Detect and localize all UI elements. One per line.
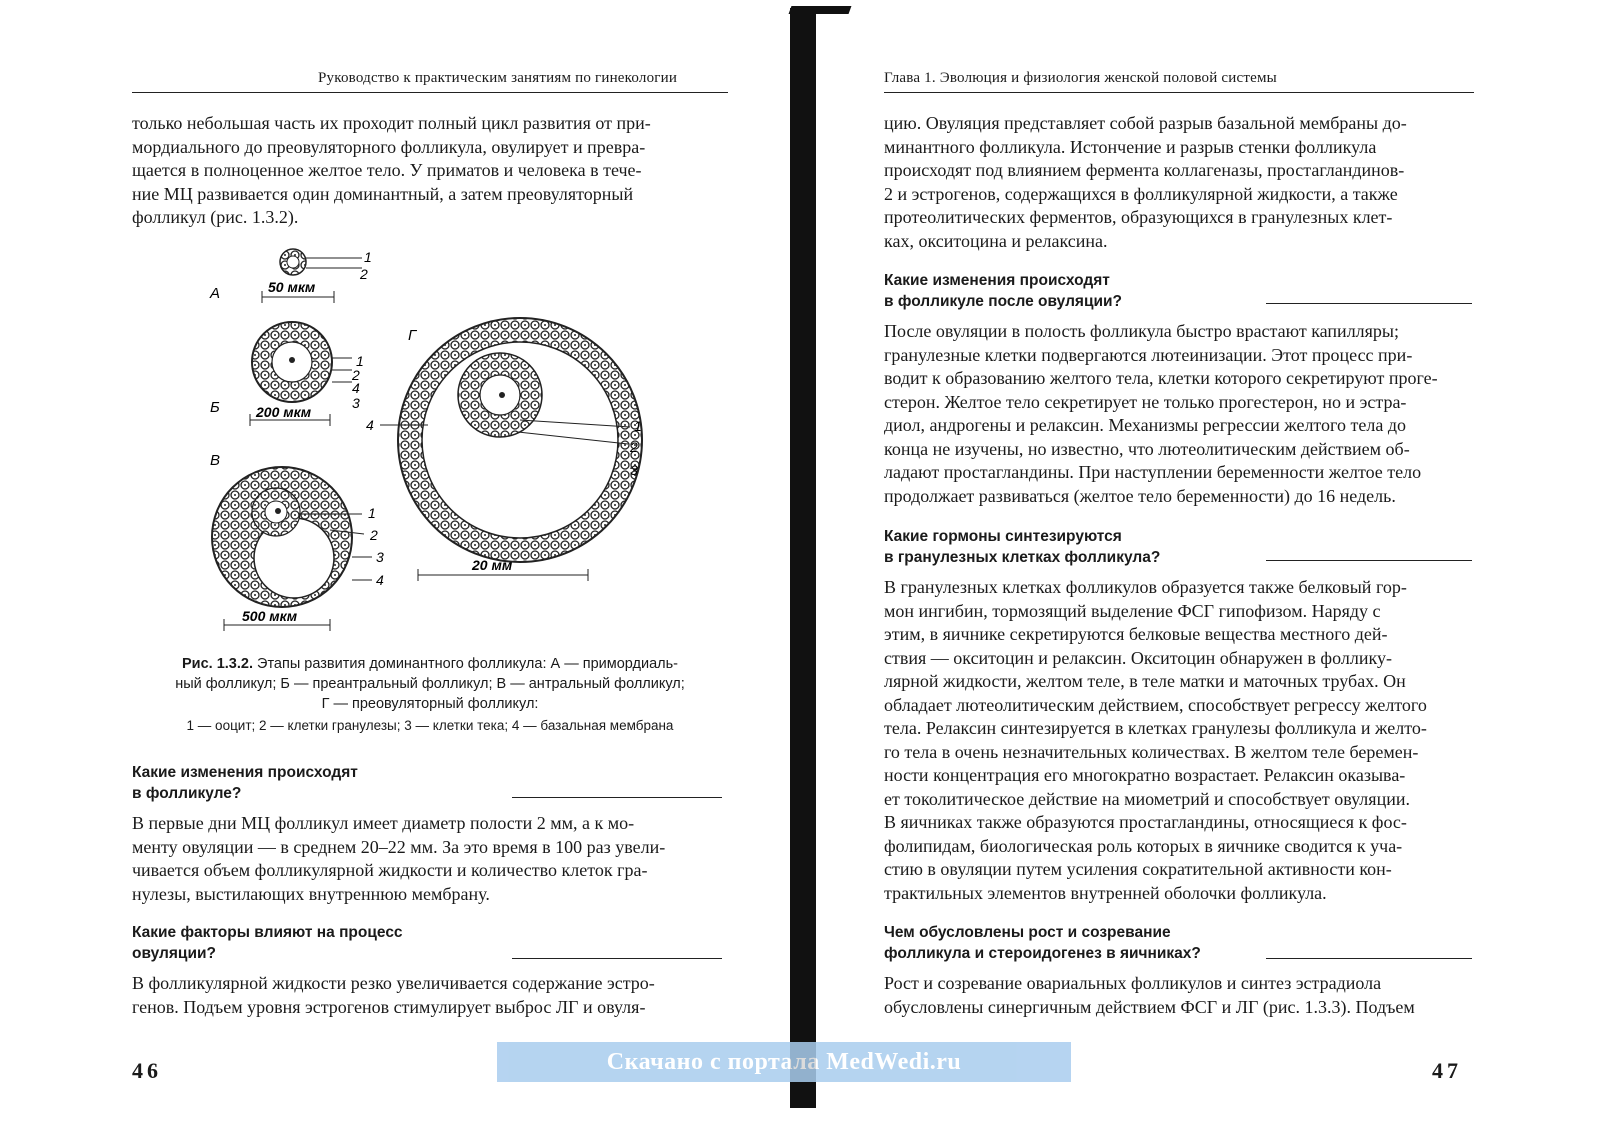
label-num-1: 1 [356,353,364,369]
q2-paragraph [132,972,728,1019]
figure-label-b: Б [210,399,220,416]
text-line: мордиального до преовуляторного фолликула, овулирует и превра- [132,136,646,157]
label-num-4: 4 [352,380,360,396]
text-line: стию в овуляции путем усиления сократительной активности кон- [884,859,1392,879]
text-line: протеолитических ферментов, образующихся в гранулезных клет- [884,207,1393,227]
text-line: нулезы, выстилающих внутреннюю мембрану. [132,883,490,904]
text-line: цию. Овуляция представляет собой разрыв базальной мембраны до- [884,113,1407,133]
text-line: ности концентрация его многократно возрастает. Релаксин оказыва- [884,765,1406,785]
text-line: Рост и созревание овариальных фолликулов и синтез эстрадиола [884,973,1382,993]
text-line: В яичниках также образуются простагландины, относящиеся к фос- [884,812,1407,832]
text-line: обусловлены синергичным действием ФСГ и ЛГ (рис. 1.3.3). Подъем [884,996,1415,1017]
text-line: диол, андрогены и релаксин. Механизмы регрессии желтого тела до [884,415,1406,435]
head-rule-left [132,92,728,93]
text-line: гранулезные клетки подвергаются лютеинизации. Этот процесс при- [884,344,1413,365]
text-line: генов. Подъем уровня эстрогенов стимулирует выброс ЛГ и овуля- [132,996,646,1017]
question-rule [512,958,722,959]
text-line: чивается объем фолликулярной жидкости и количество клеток гра- [132,860,648,880]
label-num-1: 1 [368,505,376,521]
question-heading-5: Чем обусловлены рост и созревание фолликула и стероидогенез в яичниках? [884,924,1201,962]
text-line: фолликул (рис. 1.3.2). [132,207,299,227]
left-page [0,0,790,1131]
label-num-2: 2 [370,527,378,543]
question-rule [512,797,722,798]
text-line: ствия — окситоцин и релаксин. Окситоцин обнаружен в фоллику- [884,647,1392,668]
watermark-text: Скачано с портала MedWedi.ru [606,1048,962,1075]
label-num-4: 4 [376,572,384,588]
follicle-figure [190,240,670,640]
question-heading-2: Какие факторы влияют на процесс овуляции? [132,924,403,962]
text-line: происходят под влиянием фермента коллагеназы, простагландинов- [884,160,1405,180]
antral-follicle [210,452,384,631]
text-line: тела. Релаксин синтезируется в клетках гранулезы фолликула и желто- [884,718,1427,738]
text-line: ет токолитическое действие на миометрий и способствует овуляции. [884,788,1410,809]
text-line: го тела в очень незначительных количествах. В желтом теле беремен- [884,741,1419,762]
text-line: щается в полноценное желтое тело. У приматов и человека в тече- [132,160,642,180]
figure-label-a: А [210,285,221,302]
label-num-4: 4 [366,417,374,433]
figure-label-v: В [210,452,221,469]
right-intro-paragraph [884,112,1474,253]
preantral-follicle [210,322,364,426]
text-line: конца не изучены, но известно, что лютеолитическим действием об- [884,438,1410,459]
scale-v: 500 мкм [242,608,298,624]
figure-legend: 1 — ооцит; 2 — клетки гранулезы; 3 — клетки тека; 4 — базальная мембрана [186,718,674,733]
scale-b: 200 мкм [256,404,312,420]
watermark-banner [497,1042,1071,1082]
text-line: лярной жидкости, желтом теле, в теле матки и маточных трубах. Он [884,671,1406,691]
text-line: минантного фолликула. Истончение и разрыв стенки фолликула [884,136,1377,157]
page-number-right: 47 [1432,1058,1462,1083]
head-rule-right [884,92,1474,93]
label-num-2: 2 [630,439,638,455]
text-line: обладает лютеолитическим действием, способствует регрессу желтого [884,694,1427,715]
text-line: этим, в яичнике секретируются белковые вещества местного дей- [884,624,1388,644]
text-line: фолипидам, биологическая роль которых в яичнике сводится к уча- [884,835,1403,856]
text-line: После овуляции в полость фолликула быстро врастают капилляры; [884,321,1400,341]
label-num-3: 3 [352,395,360,411]
page-number-left: 46 [132,1058,162,1083]
question-heading-3: Какие изменения происходят в фолликуле после овуляции? [884,272,1123,310]
label-num-2: 2 [352,367,360,383]
text-line: В первые дни МЦ фолликул имеет диаметр полости 2 мм, а к мо- [132,813,635,833]
text-line: ладают простагландины. При наступлении беременности желтое тело [884,462,1422,482]
label-num-1: 1 [364,249,372,265]
label-num-1: 1 [634,418,642,434]
running-head-left: Руководство к практическим занятиям по гинекологии [318,70,678,86]
running-head-right: Глава 1. Эволюция и физиология женской половой системы [884,70,1277,86]
text-line: продолжает развиваться (желтое тело беременности) до 16 недель. [884,485,1396,506]
text-line: только небольшая часть их проходит полный цикл развития от при- [132,113,651,133]
q5-paragraph [884,972,1474,1019]
caption-line-1: Этапы развития доминантного фолликула: А — примордиаль- [257,656,678,672]
text-line: трактильных элементов внутренней оболочки фолликула. [884,882,1327,903]
right-page [820,0,1600,1131]
text-line: ние МЦ развивается один доминантный, а затем преовуляторный [132,183,634,204]
label-num-2: 2 [360,266,368,282]
text-line: мон ингибин, тормозящий выделение ФСГ гипофизом. Наряду с [884,600,1381,621]
text-line: ках, окситоцина и релаксина. [884,230,1108,251]
text-line: менту овуляции — в среднем 20–22 мм. За это время в 100 раз увели- [132,836,666,857]
question-rule [1266,958,1472,959]
primordial-follicle [209,249,372,303]
scale-g: 20 мм [472,557,513,573]
text-line: стерон. Желтое тело секретирует не только прогестерон, но и эстра- [884,391,1407,412]
question-rule [1266,303,1472,304]
question-heading-4: Какие гормоны синтезируются в гранулезных клетках фолликула? [884,528,1161,566]
question-rule [1266,560,1472,561]
book-spine-shadow [790,8,816,1108]
q4-paragraph [884,576,1474,905]
scale-a: 50 мкм [268,279,316,295]
left-intro-paragraph [132,112,728,230]
figure-caption [128,654,732,714]
caption-line-2: ный фолликул; Б — преантральный фолликул; В — антральный фолликул; [175,676,685,692]
text-line: водит к образованию желтого тела, клетки которого секретируют проге- [884,368,1438,388]
preovulatory-follicle [366,318,642,581]
label-num-3: 3 [376,549,384,565]
label-num-3: 3 [630,462,638,478]
q1-paragraph [132,812,728,906]
caption-lead: Рис. 1.3.2. [182,656,253,672]
text-line: В гранулезных клетках фолликулов образуется также белковый гор- [884,577,1407,597]
text-line: 2 и эстрогенов, содержащихся в фолликулярной жидкости, а также [884,183,1398,204]
text-line: В фолликулярной жидкости резко увеличивается содержание эстро- [132,973,655,993]
figure-label-g: Г [408,327,417,344]
caption-line-3: Г — преовуляторный фолликул: [321,696,539,712]
question-heading-1: Какие изменения происходят в фолликуле? [132,764,358,802]
q3-paragraph [884,320,1474,508]
